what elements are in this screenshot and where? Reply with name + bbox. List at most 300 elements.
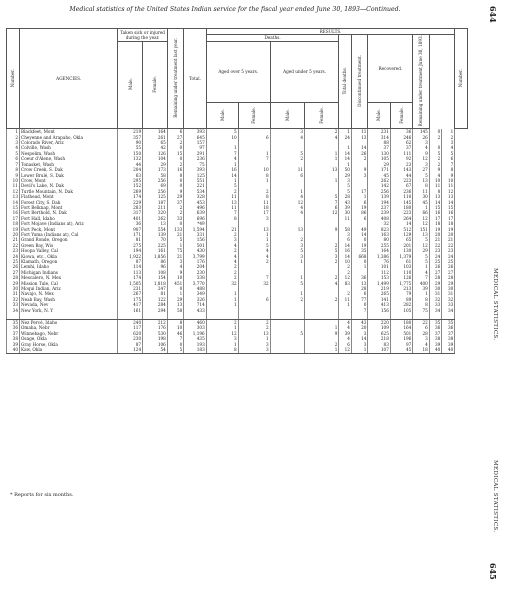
cell-td: 4 [339,320,352,326]
cell-rl: 0 [167,342,183,347]
cell-t: 326 [184,297,206,302]
cell-rf: 236 [390,189,412,194]
cell-rj: 21 [429,237,441,242]
col-agencies-header: AGENCIES. [20,29,118,129]
cell-dom: 12 [206,331,238,336]
table-body-main [7,129,468,313]
cell-dom: 7 [206,210,238,215]
row-number: 28 [7,275,20,280]
cell-rem: 22 [413,320,429,326]
cell-tm: 150 [118,151,143,156]
cell-t: 157 [184,140,206,145]
cell-rf: 512 [390,227,412,232]
cell-td: 11 [339,297,352,302]
cell-dc: 36 [351,275,367,280]
cell-dum: 2 [270,237,304,242]
cell-t: 496 [184,205,206,210]
cell-rem: 26 [413,135,429,140]
row-number-right: 30 [442,286,455,291]
cell-rl: 7 [167,336,183,341]
cell-duf: 2 [305,243,339,248]
row-number-right: 16 [442,210,455,215]
cell-dc: 9 [351,167,367,172]
cell-dom: 4 [206,259,238,264]
cell-rem: 3 [413,162,429,167]
cell-dom: 1 [206,291,238,296]
cell-rem: 29 [413,248,429,253]
cell-t: 1,594 [184,227,206,232]
row-number-right: 29 [442,281,455,286]
cell-rl: 2 [167,140,183,145]
row-number: 20 [7,232,20,237]
cell-dom: 16 [206,167,238,172]
cell-dum: 5 [270,281,304,286]
cell-rem: 4 [413,270,429,275]
cell-tm: 114 [118,264,143,269]
row-number-right: 1 [442,129,455,135]
cell-rf: 65 [390,237,412,242]
cell-td: 1 [339,162,352,167]
total-deaths-header: Total deaths. [339,35,352,129]
cell-t: 125 [184,173,206,178]
cell-t: 488 [184,286,206,291]
cell-dom: 4 [206,156,238,161]
cell-tm: 401 [118,216,143,221]
row-number-right: 36 [442,325,455,330]
cell-rem: 13 [413,178,429,183]
cell-tf: 122 [143,297,168,302]
cell-rem: 1 [413,205,429,210]
cell-td: 50 [339,167,352,172]
cell-rm: 29 [368,162,390,167]
row-number: 23 [7,248,20,253]
cell-tf: 104 [143,156,168,161]
cell-rj: 30 [429,286,441,291]
row-number: 29 [7,281,20,286]
row-number: 14 [7,200,20,205]
under5-female-header: Female. [305,103,339,129]
cell-t: 3,770 [184,281,206,286]
under5-male-header: Male. [270,103,304,129]
row-number-right: 11 [442,183,455,188]
cell-dc: 1 [351,347,367,353]
cell-rf: 501 [390,331,412,336]
cell-duf: 12 [305,210,339,215]
cell-duf: 3 [305,254,339,259]
cell-rl: 0 [167,221,183,226]
cell-tf: 320 [143,210,168,215]
cell-t: 176 [184,259,206,264]
cell-td: 14 [339,254,352,259]
cell-tm: 417 [118,302,143,307]
cell-t: 230 [184,270,206,275]
cell-rem: 11 [413,189,429,194]
cell-rj: 16 [429,210,441,215]
row-number: 9 [7,173,20,178]
cell-tf: 256 [143,178,168,183]
cell-dom: 2 [206,189,238,194]
cell-dum: 3 [270,254,304,259]
agency-name: Lower Brulé, S. Dak [20,173,118,178]
cell-t: 303 [184,325,206,330]
cell-rf: 1,775 [390,281,412,286]
cell-t: 453 [184,200,206,205]
cell-dom: 11 [206,194,238,199]
agency-name: Mission Tule, Cal [20,281,118,286]
cell-rem: 12 [413,156,429,161]
cell-tf: 139 [143,232,168,237]
cell-dum: 11 [270,167,304,172]
cell-rm: 45 [368,173,390,178]
row-number: 10 [7,178,20,183]
cell-rj: 2 [429,135,441,140]
cell-dof: 1 [238,336,270,341]
cell-t: 433 [184,308,206,313]
cell-td: 6 [339,237,352,242]
cell-rf: 196 [390,336,412,341]
cell-dc: 7 [351,308,367,313]
cell-tf: 294 [143,308,168,313]
cell-duf: 2 [305,129,339,135]
cell-rem: 13 [413,232,429,237]
cell-td: 16 [339,248,352,253]
cell-tm: 55 [118,145,143,150]
cell-dof: 7 [238,156,270,161]
cell-rf: 36 [390,129,412,135]
cell-td: 83 [339,281,352,286]
cell-tm: 229 [118,200,143,205]
cell-rj: 8 [429,189,441,194]
cell-rem: 1 [413,264,429,269]
cell-dom: 13 [206,200,238,205]
row-number: 24 [7,254,20,259]
cell-rm: 32 [368,221,390,226]
cell-rj: 39 [429,342,441,347]
cell-rm: 231 [368,129,390,135]
cell-tm: 81 [118,237,143,242]
cell-rf: 14 [390,221,412,226]
agency-name: Fort Peck, Mont [20,227,118,232]
cell-rl: 2 [167,162,183,167]
cell-dc: 2 [351,156,367,161]
cell-tf: 126 [143,151,168,156]
cell-rf: 110 [390,194,412,199]
cell-rl: 46 [167,331,183,336]
cell-dc: 6 [351,200,367,205]
cell-t: 639 [184,210,206,215]
cell-duf: 2 [305,342,339,347]
cell-dc: 668 [351,254,367,259]
cell-dc: 35 [351,248,367,253]
cell-rj: 10 [429,178,441,183]
agency-name: Kaw, Okla [20,347,118,353]
cell-dom: 14 [206,173,238,178]
cell-rj: 11 [429,183,441,188]
cell-t: 501 [184,243,206,248]
row-number: 40 [7,347,20,353]
cell-tm: 357 [118,135,143,140]
row-number-right: 14 [442,200,455,205]
cell-dof: 17 [238,210,270,215]
cell-rj: 9 [429,167,441,172]
row-number-right: 27 [442,270,455,275]
cell-rj: 25 [429,259,441,264]
cell-rm: 237 [368,205,390,210]
row-number-right: 40 [442,347,455,353]
cell-td: 4 [339,336,352,341]
cell-rl: 21 [167,232,183,237]
agency-name: Omaha, Nebr [20,325,118,330]
cell-tm: 194 [118,248,143,253]
cell-dof: 1 [238,178,270,183]
cell-tm: 275 [118,243,143,248]
cell-rl: 4 [167,264,183,269]
cell-dum: 1 [270,259,304,264]
cell-tm: 171 [118,232,143,237]
row-number: 18 [7,221,20,226]
cell-rf: 62 [390,140,412,145]
row-number: 21 [7,237,20,242]
table-row [7,347,468,353]
cell-dc: 86 [351,210,367,215]
cell-rl: 2 [167,210,183,215]
cell-rm: 220 [368,320,390,326]
cell-tm: 87 [118,259,143,264]
cell-dof: 13 [238,331,270,336]
cell-t: 97 [184,145,206,150]
cell-t: 193 [184,342,206,347]
cell-rl: 27 [167,135,183,140]
cell-rem: 1 [413,291,429,296]
cell-dom: 2 [206,232,238,237]
cell-t: 645 [184,135,206,140]
cell-rem: 5 [413,254,429,259]
cell-rf: 164 [390,325,412,330]
cell-rj: 0 [429,129,441,135]
cell-rem: 39 [413,286,429,291]
cell-rl: 33 [167,216,183,221]
cell-rf: 126 [390,275,412,280]
cell-rem: 151 [413,227,429,232]
cell-rf: 129 [390,232,412,237]
row-number: 22 [7,243,20,248]
row-number-right: 17 [442,216,455,221]
cell-rm: 265 [368,291,390,296]
cell-td: 28 [339,194,352,199]
row-number-right: 2 [442,135,455,140]
cell-dc: 3 [351,173,367,178]
row-number: 1 [7,129,20,135]
cell-dof: 3 [238,342,270,347]
cell-dum: 3 [270,129,304,135]
cell-tf: 211 [143,205,168,210]
cell-duf: 2 [305,275,339,280]
results-header: RESULTS. [206,29,455,35]
cell-dum: 4 [270,205,304,210]
cell-rem: 4 [413,145,429,150]
cell-rj: 5 [429,151,441,156]
cell-rf: 44 [390,173,412,178]
agency-name: Cheyenne and Arapaho, Okla [20,135,118,140]
cell-dof: 2 [238,320,270,326]
cell-tf: 96 [143,264,168,269]
row-number: 36 [7,325,20,330]
cell-rf: 180 [390,205,412,210]
cell-td: 24 [339,135,352,140]
cell-rem: 12 [413,221,429,226]
row-number: 30 [7,286,20,291]
cell-dc: 13 [351,281,367,286]
cell-dom: 2 [206,248,238,253]
cell-t: 204 [184,264,206,269]
cell-tm: 231 [118,286,143,291]
cell-t: 75 [184,162,206,167]
cell-tf: 69 [143,183,168,188]
cell-rem: 66 [413,210,429,215]
cell-rm: 1,386 [368,254,390,259]
cell-rem: 4 [413,342,429,347]
cell-dom: 5 [206,183,238,188]
cell-dum: 1 [270,291,304,296]
cell-rl: 16 [167,167,183,172]
cell-rj: 31 [429,291,441,296]
cell-t: 714 [184,302,206,307]
cell-rf: 105 [390,308,412,313]
cell-dum: 5 [270,248,304,253]
cell-t: 1,196 [184,331,206,336]
cell-tm: 117 [118,325,143,330]
cell-dum: 1 [270,189,304,194]
row-number-right: 25 [442,259,455,264]
row-number: 26 [7,264,20,269]
cell-rm: 314 [368,135,390,140]
cell-duf: 2 [305,297,339,302]
cell-dc: 49 [351,227,367,232]
cell-rl: 8 [167,320,183,326]
cell-td: 43 [339,200,352,205]
agency-name: Forest City, S. Dak [20,200,118,205]
cell-tm: 269 [118,189,143,194]
col-number-header: Number. [7,29,20,129]
cell-tf: 164 [143,129,168,135]
cell-rm: 163 [368,232,390,237]
cell-rj: 36 [429,325,441,330]
cell-rem: 18 [413,347,429,353]
cell-tf: 256 [143,189,168,194]
row-number: 39 [7,342,20,347]
cell-dom: 3 [206,336,238,341]
cell-tf: 70 [143,237,168,242]
cell-dc: 28 [351,286,367,291]
cell-rm: 37 [368,145,390,150]
cell-td: 39 [339,205,352,210]
row-number-right: 28 [442,275,455,280]
cell-rm: 218 [368,336,390,341]
cell-rl: 10 [167,275,183,280]
cell-t: 534 [184,189,206,194]
cell-tm: 295 [118,178,143,183]
cell-rj: 15 [429,205,441,210]
col-taken-sick-header: Taken sick or injured during the year. [118,29,167,42]
cell-tf: 225 [143,243,168,248]
cell-dom: 1 [206,178,238,183]
cell-tm: 90 [118,140,143,145]
row-number-right: 18 [442,221,455,226]
cell-dof: 32 [238,281,270,286]
cell-dc: 14 [351,336,367,341]
cell-rl: 0 [167,178,183,183]
cell-dof: 7 [238,275,270,280]
cell-dc: 0 [351,259,367,264]
agency-name: New York, N. Y [20,308,118,313]
cell-dc: 43 [351,320,367,326]
row-number: 15 [7,205,20,210]
cell-td: 5 [339,183,352,188]
cell-tf: 81 [143,291,168,296]
cell-rf: 282 [390,302,412,307]
cell-rf: 145 [390,200,412,205]
cell-dom: 8 [206,347,238,353]
agency-name: Fort Hall, Idaho [20,216,118,221]
agency-name: Turtle Mountain, N. Dak [20,189,118,194]
cell-rj: 23 [429,248,441,253]
cell-dof: 5 [238,243,270,248]
cell-dum: 4 [270,210,304,215]
agency-name: Colorado River, Ariz [20,140,118,145]
cell-duf: 1 [305,347,339,353]
cell-dom: 1 [206,145,238,150]
cell-dc: 17 [351,189,367,194]
cell-rm: 239 [368,210,390,215]
cell-rj: 40 [429,347,441,353]
agency-name: Fort Mojave (Indians at), Ariz [20,221,118,226]
cell-rem: 12 [413,243,429,248]
cell-tf: 108 [143,270,168,275]
recovered-male-header: Male. [368,103,390,129]
side-label-upper: MEDICAL STATISTICS. [492,268,498,341]
cell-dom: 2 [206,275,238,280]
cell-tm: 1,922 [118,254,143,259]
agency-name: Nespelim, Wash [20,151,118,156]
cell-rj: 26 [429,264,441,269]
row-number-right: 37 [442,331,455,336]
page-number-top: 644 [488,6,498,23]
cell-tf: 58 [143,173,168,178]
cell-rm: 219 [368,286,390,291]
cell-rl: 9 [167,270,183,275]
cell-duf: 9 [305,227,339,232]
cell-rm: 408 [368,216,390,221]
cell-rl: 2 [167,205,183,210]
agency-name: Fort Yuma (Indians at), Cal [20,232,118,237]
cell-rm: 112 [368,270,390,275]
cell-rf: 213 [390,286,412,291]
row-number-right: 31 [442,291,455,296]
cell-rm: 255 [368,243,390,248]
row-number-right: 35 [442,320,455,326]
cell-tf: 1,818 [143,281,168,286]
cell-tm: 87 [118,342,143,347]
row-number-right: 8 [442,167,455,172]
cell-td: 12 [339,347,352,353]
cell-rm: 141 [368,297,390,302]
cell-tm: 161 [118,308,143,313]
cell-dom: 8 [206,216,238,221]
cell-dc: 14 [351,145,367,150]
recovered-header: Recovered. [368,35,413,103]
cell-rj: 2 [429,162,441,167]
cell-rl: 9 [167,189,183,194]
